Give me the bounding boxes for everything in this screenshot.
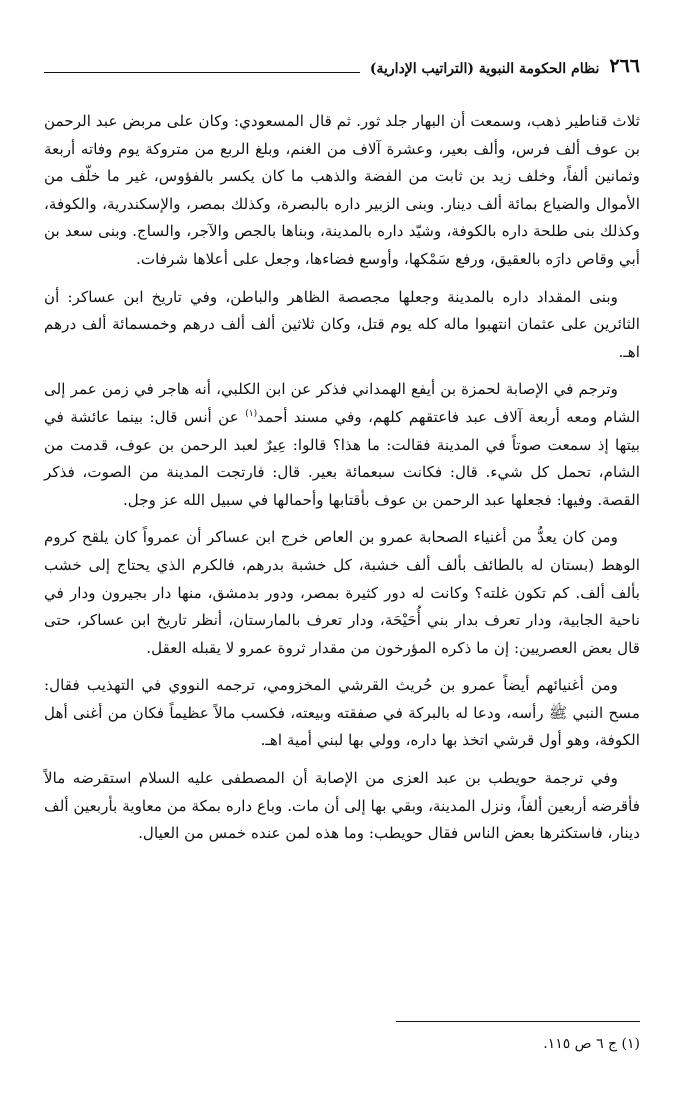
footnote: (١) ج ٦ ص ١١٥. [543, 1036, 640, 1052]
paragraph-1: ثلاث قناطير ذهب، وسمعت أن البهار جلد ثور. ثم قال المسعودي: وكان على مربض عبد الرحمن بن عوف ألف فرس، وألف بعير، وعشرة آلاف من الغنم، وبلغ الربع من متروكة يوم وفاته أربعة وثمانين ألفاً، وخلف زيد بن ثابت من الفضة والذهب ما كان يكسر بالفؤوس، غير ما خلّف من الأموال والضياع بمائة ألف دينار. وبنى الزبير داره بالبصرة، وكذلك بمصر، والإسكندرية، والكوفة، وكذلك بنى طلحة داره بالكوفة، وشيّد داره بالمدينة، وبناها بالجص والآجر، والساج. وبنى سعد بن أبي وقاص دارَه بالعقيق، ورفع سَمْكها، وأوسع فضاءها، وجعل على أعلاها شرفات. [44, 112, 640, 268]
footnote-rule [396, 1021, 640, 1022]
paragraph-5: ومن أغنيائهم أيضاً عمرو بن حُريث القرشي المخزومي، ترجمه النووي في التهذيب فقال: مسح النبي ﷺ رأسه، ودعا له بالبركة في صفقته وبيعته، فكسب مالاً عظيماً فكان من أغنى أهل الكوفة، وهو أول قرشي اتخذ بها داره، وولي بها لبني أمية اهـ. [44, 676, 640, 750]
paragraph-2: وبنى المقداد داره بالمدينة وجعلها مجصصة الظاهر والباطن، وفي تاريخ ابن عساكر: أن الثائرين على عثمان انتهبوا ماله كله يوم قتل، وكان ثلاثين ألف ألف درهم وخمسمائة ألف درهم اهـ. [44, 287, 640, 361]
paragraph-4: ومن كان يعدُّ من أغنياء الصحابة عمرو بن العاص خرج ابن عساكر أن عمرواً كان يلقح كروم الوهط (بستان له بالطائف بألف ألف خشبة، كل خشبة بدرهم، فالكرم الذي يحتاج إلى خشب بألف ألف. كم تكون غلته؟ وكانت له دور كثيرة بمصر، ودور بدمشق، منها دار بجيرون ودار في ناحية الجابية، ودار تعرف بدار بني أُحَيْحَة، ودار تعرف بالمارستان، أنظر تاريخ ابن عساكر، حتى قال بعض العصريين: إن ما ذكره المؤرخون من مقدار ثروة عمرو لا يقبله العقل. [44, 528, 640, 657]
paragraph-3-continuation: عن أنس قال: بينما عائشة في بيتها إذ سمعت صوتاً في المدينة فقالت: ما هذا؟ قالوا: عِيرٌ لعبد الرحمن بن عوف، قدمت من الشام، تحمل كل شيء. قال: فكانت سبعمائة بعير. قال: فارتجت المدينة من الصوت، فذكر القصة. وفيها: فجعلها عبد الرحمن بن عوف بأقتابها وأحمالها في سبيل الله عز وجل. [44, 407, 640, 509]
header-rule [44, 72, 360, 73]
running-header [44, 50, 640, 76]
body-text [44, 108, 640, 848]
page-number: ٢٦٦ [609, 55, 640, 77]
paragraph-6: وفي ترجمة حويطب بن عبد العزى من الإصابة أن المصطفى عليه السلام استقرضه مالاً فأقرضه أربعين ألفاً، ونزل المدينة، وبقي بها إلى أن مات. وباع داره بمكة من معاوية بأربعين ألف دينار، فاستكثرها بعض الناس فقال حويطب: وما هذه لمن عنده خمس من العيال. [44, 769, 640, 843]
running-header-title: نظام الحكومة النبوية (التراتيب الإدارية) [369, 61, 600, 77]
footnote-reference[interactable]: (١) [245, 408, 258, 419]
paragraph-3 [44, 376, 640, 514]
paragraph-3-text: وترجم في الإصابة لحمزة بن أيفع الهمداني فذكر عن ابن الكلبي، أنه هاجر في زمن عمر إلى الشام ومعه أربعة آلاف عبد فاعتقهم كلهم، وفي مسند أحمد [44, 380, 641, 426]
